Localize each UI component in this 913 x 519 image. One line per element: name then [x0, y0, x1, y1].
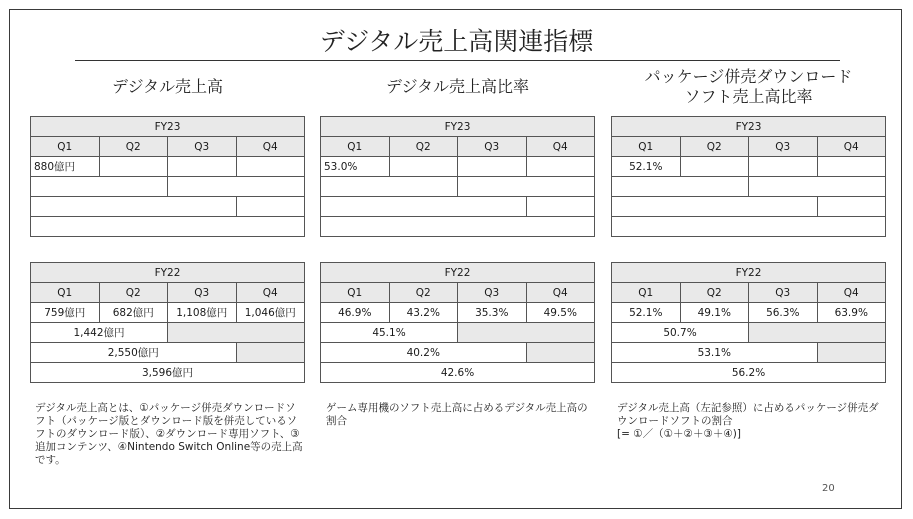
- column-title-line: デジタル売上高: [111, 77, 224, 96]
- quarter-header: Q1: [31, 283, 100, 303]
- blank-cell: [168, 323, 305, 343]
- quarter-header: Q2: [680, 137, 749, 157]
- quarter-value: 1,046億円: [236, 303, 305, 323]
- table-fy23-package-ratio: [611, 116, 886, 237]
- q1-q3-value: 53.1%: [612, 343, 818, 363]
- quarter-header: Q3: [458, 137, 527, 157]
- empty-cell: [680, 157, 749, 177]
- quarter-header: Q3: [168, 137, 237, 157]
- quarter-value: 63.9%: [817, 303, 886, 323]
- q1-value: 53.0%: [321, 157, 390, 177]
- full-year-cell: [31, 217, 305, 237]
- definition-note: ゲーム専用機のソフト売上高に占めるデジタル売上高の割合: [326, 402, 588, 427]
- q1-value: 880億円: [31, 157, 100, 177]
- quarter-header: Q2: [99, 283, 168, 303]
- fiscal-year-header: FY22: [31, 263, 305, 283]
- fiscal-year-header: FY23: [612, 117, 886, 137]
- quarter-header: Q4: [526, 137, 595, 157]
- table-fy23-digital-ratio: [320, 116, 595, 237]
- table-fy22-digital-ratio: [320, 262, 595, 383]
- quarter-header: Q3: [168, 283, 237, 303]
- h1-value: 50.7%: [612, 323, 749, 343]
- column-title-line: ソフト売上高比率: [684, 87, 813, 106]
- full-year-cell: [321, 217, 595, 237]
- q1-q3-value: 2,550億円: [31, 343, 237, 363]
- blank-cell: [817, 197, 886, 217]
- quarter-header: Q1: [612, 137, 681, 157]
- h1-cell: [321, 177, 458, 197]
- fiscal-year-header: FY23: [31, 117, 305, 137]
- quarter-value: 46.9%: [321, 303, 390, 323]
- quarter-header: Q4: [236, 283, 305, 303]
- page-title: デジタル売上高関連指標: [319, 27, 594, 56]
- column-title-digital-sales: [30, 77, 305, 97]
- full-year-value: 42.6%: [321, 363, 595, 383]
- quarter-value: 759億円: [31, 303, 100, 323]
- quarter-header: Q2: [99, 137, 168, 157]
- quarter-header: Q1: [31, 137, 100, 157]
- quarter-header: Q4: [526, 283, 595, 303]
- table-fy22-package-ratio: [611, 262, 886, 383]
- column-title-digital-ratio: [320, 77, 595, 97]
- empty-cell: [749, 157, 818, 177]
- quarter-value: 1,108億円: [168, 303, 237, 323]
- column-title-line: パッケージ併売ダウンロード: [644, 67, 853, 86]
- quarter-header: Q4: [817, 283, 886, 303]
- blank-cell: [749, 177, 886, 197]
- quarter-value: 35.3%: [458, 303, 527, 323]
- quarter-header: Q4: [817, 137, 886, 157]
- quarter-header: Q2: [680, 283, 749, 303]
- title-divider: [75, 60, 840, 61]
- q1-q3-value: 40.2%: [321, 343, 527, 363]
- page-number: 20: [822, 483, 835, 494]
- full-year-value: 56.2%: [612, 363, 886, 383]
- definition-note: デジタル売上高（左記参照）に占めるパッケージ併売ダウンロードソフトの割合 [= ①／（①＋②＋③＋④)]: [617, 402, 879, 440]
- quarter-header: Q2: [389, 137, 458, 157]
- quarter-header: Q3: [458, 283, 527, 303]
- blank-cell: [168, 177, 305, 197]
- blank-cell: [526, 343, 595, 363]
- full-year-value: 3,596億円: [31, 363, 305, 383]
- quarter-header: Q1: [321, 137, 390, 157]
- quarter-value: 43.2%: [389, 303, 458, 323]
- quarter-header: Q4: [236, 137, 305, 157]
- column-title-package-ratio: [611, 67, 886, 107]
- h1-cell: [31, 177, 168, 197]
- q1-q3-cell: [31, 197, 237, 217]
- quarter-value: 49.5%: [526, 303, 595, 323]
- blank-cell: [236, 197, 305, 217]
- table-fy22-digital-sales: [30, 262, 305, 383]
- q1-q3-cell: [612, 197, 818, 217]
- blank-cell: [526, 197, 595, 217]
- column-title-line: デジタル売上高比率: [385, 77, 530, 96]
- blank-cell: [458, 177, 595, 197]
- empty-cell: [526, 157, 595, 177]
- quarter-header: Q1: [612, 283, 681, 303]
- q1-value: 52.1%: [612, 157, 681, 177]
- full-year-cell: [612, 217, 886, 237]
- quarter-header: Q3: [749, 137, 818, 157]
- quarter-value: 56.3%: [749, 303, 818, 323]
- blank-cell: [817, 343, 886, 363]
- blank-cell: [458, 323, 595, 343]
- quarter-header: Q2: [389, 283, 458, 303]
- fiscal-year-header: FY23: [321, 117, 595, 137]
- fiscal-year-header: FY22: [321, 263, 595, 283]
- definition-note: デジタル売上高とは、①パッケージ併売ダウンロードソフト（パッケージ版とダウンロード版を併売しているソフトのダウンロード版）、②ダウンロード専用ソフト、③追加コンテンツ、④Nintendo Switch Online等の売上高です。: [35, 402, 303, 466]
- quarter-value: 682億円: [99, 303, 168, 323]
- quarter-value: 52.1%: [612, 303, 681, 323]
- h1-value: 1,442億円: [31, 323, 168, 343]
- h1-value: 45.1%: [321, 323, 458, 343]
- empty-cell: [99, 157, 168, 177]
- fiscal-year-header: FY22: [612, 263, 886, 283]
- table-fy23-digital-sales: [30, 116, 305, 237]
- empty-cell: [168, 157, 237, 177]
- empty-cell: [458, 157, 527, 177]
- quarter-header: Q3: [749, 283, 818, 303]
- empty-cell: [817, 157, 886, 177]
- empty-cell: [236, 157, 305, 177]
- h1-cell: [612, 177, 749, 197]
- quarter-header: Q1: [321, 283, 390, 303]
- q1-q3-cell: [321, 197, 527, 217]
- quarter-value: 49.1%: [680, 303, 749, 323]
- empty-cell: [389, 157, 458, 177]
- blank-cell: [236, 343, 305, 363]
- blank-cell: [749, 323, 886, 343]
